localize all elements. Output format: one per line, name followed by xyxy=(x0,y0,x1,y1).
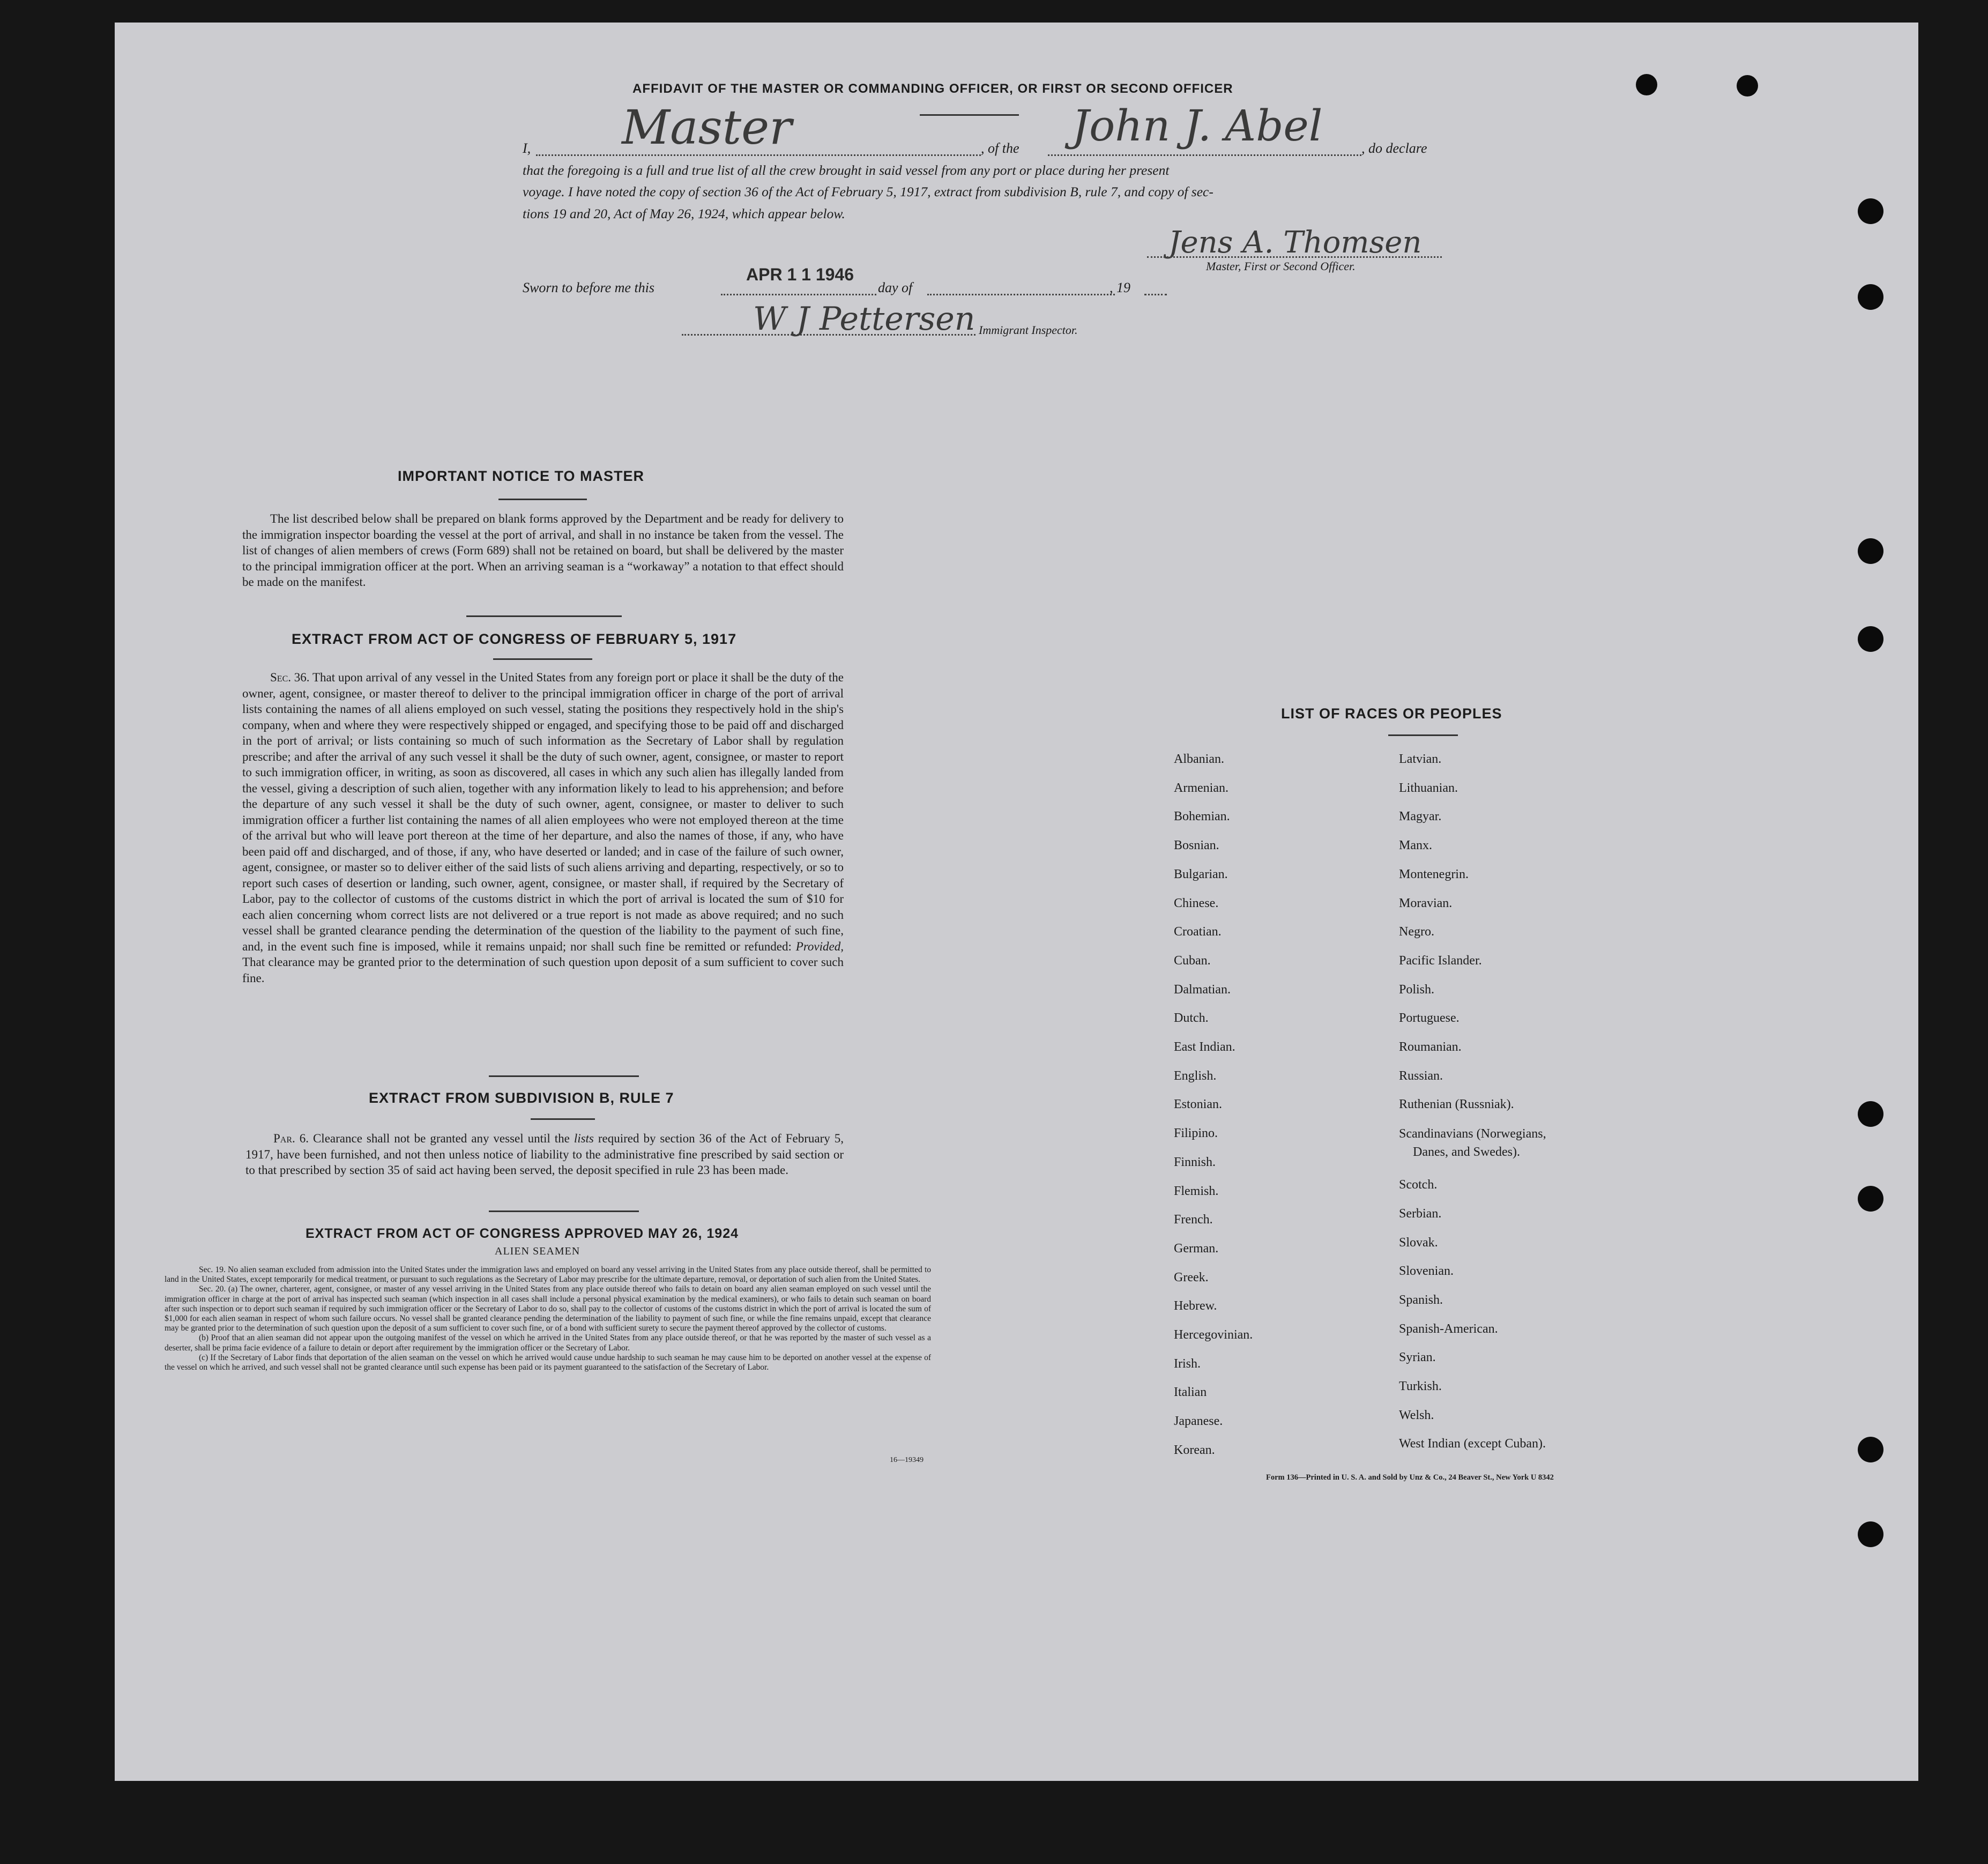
race-item: Polish. xyxy=(1399,982,1435,997)
extract1-body xyxy=(242,670,844,986)
title-rule xyxy=(920,114,1019,116)
race-item: Magyar. xyxy=(1399,810,1442,824)
sec20c-text: (c) If the Secretary of Labor finds that deportation of the alien seaman on the vessel on which he arrived would cause undue hardship to such seaman he may cause him to be deported on another vessel at the expense of the vessel on which he arrived, and such vessel shall not be granted clearance until such expense has been paid or its payment guaranteed to the satisfaction of the Secretary of Labor. xyxy=(165,1353,931,1372)
affidavit-line-2: that the foregoing is a full and true list of all the crew brought in said vessel from any port or place during her present xyxy=(523,162,1170,178)
race-item: Korean. xyxy=(1174,1443,1215,1457)
race-item: Negro. xyxy=(1399,925,1434,939)
race-item: Chinese. xyxy=(1174,896,1219,910)
extract2-title: EXTRACT FROM SUBDIVISION B, RULE 7 xyxy=(369,1090,674,1106)
master-handwritten: Master xyxy=(622,100,792,155)
vessel-blank xyxy=(1048,154,1361,156)
race-item: Japanese. xyxy=(1174,1414,1223,1429)
race-item: German. xyxy=(1174,1241,1219,1256)
race-item: Croatian. xyxy=(1174,925,1222,939)
race-item: Italian xyxy=(1174,1385,1207,1400)
race-item: Finnish. xyxy=(1174,1155,1216,1169)
sec20a-text: Sec. 20. (a) The owner, charterer, agent, consignee, or master of any vessel arriving in the United States from any place outside thereof who fails to detain on board any alien seaman employed on such vessel until the immigration officer in charge at the port of arrival has inspected such seaman (which inspection in all cases shall include a personal physical examination by the medical examiners), or who fails to detain such seaman on board after such inspection or to deport such seaman if required by such immigration officer or the Secretary of Labor to do so, shall pay to the collector of customs of the customs district in which the port of arrival is located the sum of $1,000 for each alien seaman in respect of whom such failure occurs. No vessel shall be granted clearance pending the determination of the liability to payment of such fine, or while the fine remains unpaid, except that clearance may be granted prior to the determination of such question upon the deposit of a sum sufficient to cover such fine, or of a bond with sufficient surety to secure the payment thereof approved by the collector of customs. xyxy=(165,1284,931,1333)
extract2-par: Par. 6. xyxy=(273,1132,309,1145)
race-item: French. xyxy=(1174,1213,1213,1227)
punch-hole xyxy=(1858,538,1883,564)
punch-hole xyxy=(1858,626,1883,652)
race-item: Slovak. xyxy=(1399,1235,1438,1250)
extract2-lists: lists xyxy=(574,1132,594,1145)
race-item: Roumanian. xyxy=(1399,1040,1462,1054)
extract2-text-a: Clearance shall not be granted any vessel until the xyxy=(312,1132,570,1145)
extract1-text-end: That clearance may be granted prior to the determination of such question upon deposit of a sum sufficient to cover such fine. xyxy=(242,955,844,985)
race-item: Lithuanian. xyxy=(1399,781,1458,795)
race-item: Slovenian. xyxy=(1399,1264,1454,1279)
master-signature: Jens A. Thomsen xyxy=(1168,225,1422,260)
race-item: Pacific Islander. xyxy=(1399,953,1482,968)
race-item: Dalmatian. xyxy=(1174,982,1231,997)
sworn-label: Sworn to before me this xyxy=(523,280,655,295)
notice-body: The list described below shall be prepared on blank forms approved by the Department and be ready for delivery to the immigration inspector boarding the vessel at the port of arrival, and shall in no instance be taken from the vessel. The list of changes of alien members of crews (Form 689) shall not be retained on board, but shall be delivered by the master to the principal immigration officer at the port. When an arriving seaman is a “workaway” a notation to that effect should be made on the manifest. xyxy=(242,512,844,589)
race-item: Bulgarian. xyxy=(1174,867,1228,881)
affidavit-line-3: voyage. I have noted the copy of section 36 of the Act of February 5, 1917, extract from subdivision B, rule 7, and copy of sec- xyxy=(523,184,1213,199)
date-stamp: APR 1 1 1946 xyxy=(746,265,854,284)
inspector-role: Immigrant Inspector. xyxy=(979,323,1078,337)
print-code: 16—19349 xyxy=(890,1456,924,1464)
race-item: Portuguese. xyxy=(1399,1011,1460,1026)
race-item: Russian. xyxy=(1399,1068,1443,1083)
punch-hole xyxy=(1858,1101,1883,1127)
affidavit-line-4: tions 19 and 20, Act of May 26, 1924, which appear below. xyxy=(523,206,845,221)
affidavit-title: AFFIDAVIT OF THE MASTER OR COMMANDING OFFICER, OR FIRST OR SECOND OFFICER xyxy=(632,81,1233,96)
day-of-label: day of xyxy=(878,280,913,295)
notice-end-rule xyxy=(466,615,622,617)
race-item: Turkish. xyxy=(1399,1379,1442,1394)
extract3-body xyxy=(165,1265,931,1372)
punch-hole xyxy=(1636,74,1657,95)
race-item: Flemish. xyxy=(1174,1184,1219,1198)
sec19-text: Sec. 19. No alien seaman excluded from admission into the United States under the immigration laws and employed on board any vessel arriving in the United States from any place outside thereof, shall be permitted to land in the United States, except temporarily for medical treatment, or pursuant to such regulations as the Secretary of Labor may prescribe for the ultimate departure, removal, or deportation of such alien from the United States. xyxy=(165,1265,931,1284)
extract1-end-rule xyxy=(489,1075,639,1077)
race-item: Latvian. xyxy=(1399,752,1442,766)
race-item: Ruthenian (Russniak). xyxy=(1399,1097,1514,1112)
race-item: Cuban. xyxy=(1174,953,1211,968)
extract1-provided: Provided, xyxy=(795,939,844,953)
extract2-end-rule xyxy=(489,1211,639,1212)
race-item: Danes, and Swedes). xyxy=(1413,1145,1520,1160)
race-item: Spanish. xyxy=(1399,1293,1443,1307)
race-item: Dutch. xyxy=(1174,1011,1209,1026)
form-info: Form 136—Printed in U. S. A. and Sold by Unz & Co., 24 Beaver St., New York U 8342 xyxy=(1266,1473,1554,1482)
races-title: LIST OF RACES OR PEOPLES xyxy=(1281,706,1502,722)
signature-line xyxy=(1147,256,1442,258)
races-right-column xyxy=(1399,745,1546,1459)
notice-title: IMPORTANT NOTICE TO MASTER xyxy=(398,468,644,484)
vessel-name-handwritten: John J. Abel xyxy=(1072,101,1323,151)
race-item: West Indian (except Cuban). xyxy=(1399,1437,1546,1451)
punch-hole xyxy=(1737,75,1758,96)
extract1-sec: Sec. 36. xyxy=(270,671,310,684)
race-item: Greek. xyxy=(1174,1270,1209,1284)
sec20b-text: (b) Proof that an alien seaman did not appear upon the outgoing manifest of the vessel on which he arrived in the United States from any place outside thereof, or that he was reported by the master of such vessel as a deserter, shall be prima facie evidence of a failure to detain or deport after requirement by the immigration officer or the Secretary of Labor. xyxy=(165,1333,931,1353)
punch-hole xyxy=(1858,1521,1883,1547)
extract2-text-b: required by section 36 of the Act of February 5, 1917, have been furnished, and not then unless notice of liability to the administrative fine prescribed by said section or to that prescribed by section 35 of said act having been served, the deposit specified in rule 23 has been made. xyxy=(245,1132,844,1177)
race-item: Bosnian. xyxy=(1174,838,1219,853)
do-declare-label: , do declare xyxy=(1361,140,1427,156)
extract1-rule xyxy=(493,658,592,660)
punch-hole xyxy=(1858,1437,1883,1462)
punch-hole xyxy=(1858,1186,1883,1212)
year-prefix: , 19 xyxy=(1110,280,1130,295)
year-blank xyxy=(1144,294,1167,295)
punch-hole xyxy=(1858,284,1883,310)
extract3-title: EXTRACT FROM ACT OF CONGRESS APPROVED MAY 26, 1924 xyxy=(306,1226,739,1241)
affidavit-i-label: I, xyxy=(523,140,531,156)
races-rule xyxy=(1388,734,1458,736)
race-item: Armenian. xyxy=(1174,781,1228,795)
race-item: Hebrew. xyxy=(1174,1299,1217,1313)
notice-rule xyxy=(498,499,587,500)
month-blank xyxy=(927,294,1115,295)
race-item: Spanish-American. xyxy=(1399,1321,1498,1336)
race-item: Albanian. xyxy=(1174,752,1224,766)
race-item: Scotch. xyxy=(1399,1178,1438,1192)
extract1-title: EXTRACT FROM ACT OF CONGRESS OF FEBRUARY 5, 1917 xyxy=(292,631,737,647)
race-item: Bohemian. xyxy=(1174,810,1230,824)
race-item: East Indian. xyxy=(1174,1040,1235,1054)
race-item: English. xyxy=(1174,1068,1217,1083)
race-item: Filipino. xyxy=(1174,1126,1218,1141)
extract2-rule xyxy=(531,1118,595,1120)
race-item: Serbian. xyxy=(1399,1206,1442,1221)
extract2-body xyxy=(245,1131,844,1178)
extract3-subtitle: ALIEN SEAMEN xyxy=(495,1245,580,1257)
race-item: Irish. xyxy=(1174,1356,1201,1371)
race-item: Syrian. xyxy=(1399,1350,1436,1365)
inspector-signature: W J Pettersen xyxy=(753,300,976,338)
race-item: Estonian. xyxy=(1174,1097,1222,1112)
race-item: Moravian. xyxy=(1399,896,1453,910)
races-left-column xyxy=(1174,745,1253,1465)
race-item: Welsh. xyxy=(1399,1408,1434,1422)
signer-role: Master, First or Second Officer. xyxy=(1206,259,1356,273)
race-item: Scandinavians (Norwegians, xyxy=(1399,1127,1546,1141)
extract1-text: That upon arrival of any vessel in the United States from any foreign port or place it shall be the duty of the owner, agent, consignee, or master thereof to deliver to the principal immigration officer in charge of the port of arrival lists containing the names of all aliens employed on such vessel, stating the positions they respectively hold in the ship's company, when and where they were respectively shipped or engaged, and specifying those to be paid off and discharged in the port of arrival; or lists containing so much of such information as the Secretary of Labor shall by regulation prescribe; and after the arrival of any such vessel it shall be the duty of such owner, agent, consignee, or master to report to such immigration officer, in writing, as soon as discovered, all cases in which any such alien has illegally landed from the vessel, giving a description of such alien, together with any information likely to lead to his apprehension; and before the departure of any such vessel it shall be the duty of such owner, agent, consignee, or master to deliver to such immigration officer a further list containing the names of all alien employees who were not employed thereon at the time of the arrival but who will leave port thereon at the time of her departure, and also the names of those, if any, who have been paid off and discharged, and of those, if any, who have deserted or landed; and in case of the failure of such owner, agent, consignee, or master so to deliver either of the said lists of such aliens arriving and departing, respectively, or so to report such cases of desertion or landing, such owner, agent, consignee, or master shall, if required by the Secretary of Labor, pay to the collector of customs of the customs district in which the port of arrival is located the sum of $10 for each alien concerning whom correct lists are not delivered or a true report is not made as above required; and no such vessel shall be granted clearance pending the determination of the question of the liability to the payment of such fine, and, in the event such fine is imposed, while it remains unpaid; nor shall such fine be remitted or refunded: xyxy=(242,671,844,953)
of-the-label: , of the xyxy=(981,140,1019,156)
sworn-day-blank xyxy=(721,294,876,295)
race-item: Manx. xyxy=(1399,838,1432,853)
race-item: Hercegovinian. xyxy=(1174,1328,1253,1342)
race-item: Montenegrin. xyxy=(1399,867,1469,881)
punch-hole xyxy=(1858,198,1883,224)
